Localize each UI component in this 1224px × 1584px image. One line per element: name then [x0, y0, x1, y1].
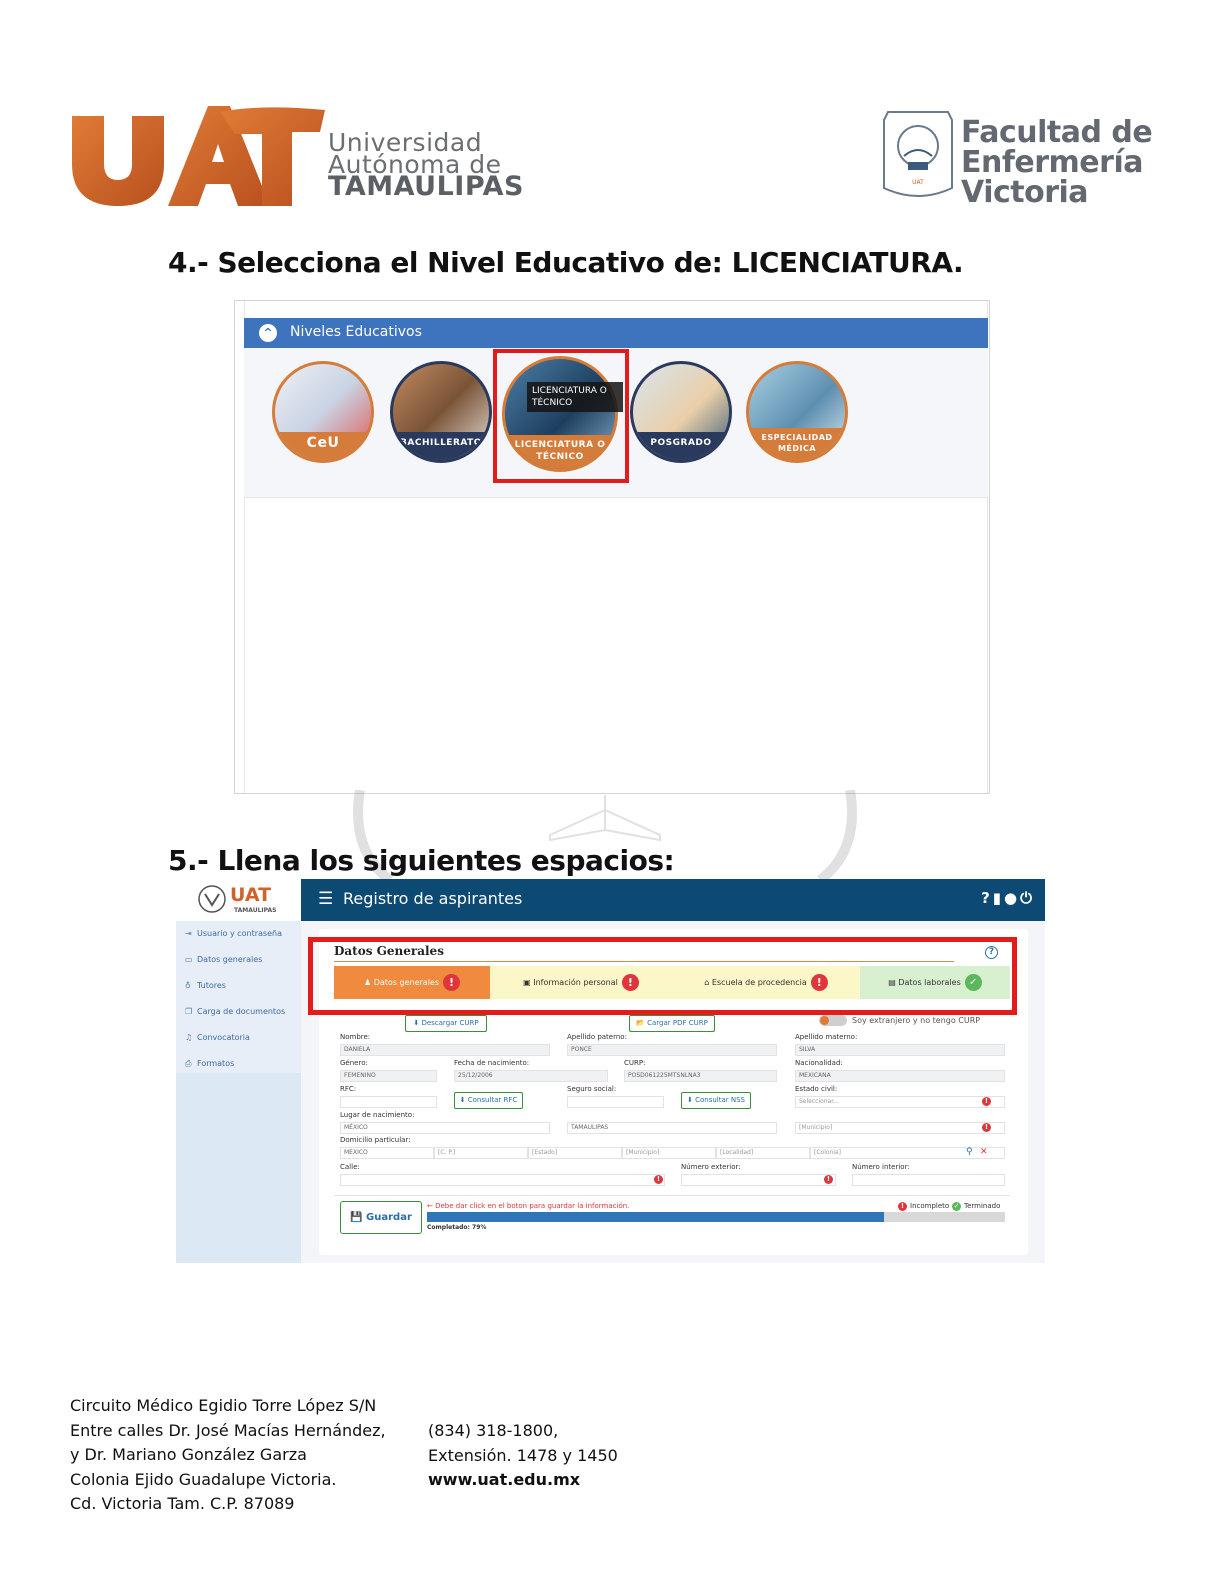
faculty-wordmark: [961, 115, 1153, 210]
warning-icon: !: [622, 974, 639, 991]
apellido-paterno-field[interactable]: PONCE: [567, 1044, 777, 1056]
tab-escuela-procedencia[interactable]: ⌂ Escuela de procedencia !: [672, 966, 860, 999]
download-curp-button[interactable]: ⬇ Descargar CURP: [405, 1015, 487, 1032]
warning-icon: !: [811, 974, 828, 991]
calle-label: Calle:: [340, 1163, 360, 1171]
tab-datos-laborales[interactable]: ▤ Datos laborales ✓: [860, 966, 1010, 999]
sidebar-item-usuario[interactable]: ⇥ Usuario y contraseña: [185, 929, 282, 938]
sidebar-item-convocatoria[interactable]: ♫ Convocatoria: [185, 1033, 250, 1042]
rfc-field[interactable]: [340, 1096, 437, 1108]
incomplete-icon: !: [898, 1202, 907, 1211]
consultar-nss-button[interactable]: ⬇ Consultar NSS: [681, 1092, 751, 1109]
lugar-estado-select[interactable]: TAMAULIPAS: [567, 1122, 777, 1134]
user-icon[interactable]: ●: [1004, 889, 1021, 907]
curp-field[interactable]: POSD061225MTSNLNA3: [624, 1070, 777, 1082]
dom-municipio-field[interactable]: [Municipio]: [622, 1147, 716, 1159]
estado-civil-label: Estado civil:: [795, 1085, 838, 1093]
legend-incomplete: Incompleto: [910, 1202, 950, 1210]
app-seal-icon: [196, 883, 228, 915]
estado-civil-select[interactable]: Seleccionar...: [795, 1096, 1005, 1108]
warning-icon: !: [654, 1175, 663, 1184]
faculty-seal-icon: [878, 104, 958, 204]
nivel-posgrado-label: POSGRADO: [633, 432, 729, 460]
sidebar-item-carga[interactable]: ❐ Carga de documentos: [185, 1007, 286, 1016]
lugar-pais-select[interactable]: MÉXICO: [340, 1122, 550, 1134]
numero-exterior-label: Número exterior:: [681, 1163, 741, 1171]
numero-exterior-field[interactable]: [681, 1174, 836, 1186]
warning-icon: !: [443, 974, 460, 991]
download-icon: ⬇: [687, 1096, 696, 1104]
app-logo-text: UAT: [230, 884, 272, 906]
address-line-2: Entre calles Dr. José Macías Hernández,: [70, 1420, 386, 1440]
nombre-label: Nombre:: [340, 1033, 371, 1041]
sidebar-item-datos[interactable]: ▭ Datos generales: [185, 955, 263, 964]
niveles-header[interactable]: [244, 318, 988, 348]
app-topbar: [301, 879, 1045, 921]
app-title: Registro de aspirantes: [343, 889, 523, 908]
done-icon: ✓: [953, 1202, 960, 1210]
section-title: Datos Generales: [334, 944, 444, 958]
nacionalidad-field[interactable]: MEXICANA: [795, 1070, 1005, 1082]
apellido-materno-field[interactable]: SILVA: [795, 1044, 1005, 1056]
uat-line-2: Autónoma de: [328, 150, 502, 179]
nombre-field[interactable]: DANIELA: [340, 1044, 550, 1056]
apellido-materno-label: Apellido materno:: [795, 1033, 858, 1041]
progress-fill: [427, 1212, 884, 1222]
app-sidebar: [176, 921, 301, 1263]
download-icon: ⬇: [459, 1096, 468, 1104]
sidebar-item-formatos[interactable]: ⎙ Formatos: [185, 1059, 235, 1068]
address-line-4: Colonia Ejido Guadalupe Victoria.: [70, 1469, 337, 1489]
fecha-field[interactable]: 25/12/2006: [454, 1070, 608, 1082]
nivel-posgrado[interactable]: [630, 361, 732, 463]
nivel-bachillerato[interactable]: [390, 361, 492, 463]
nacionalidad-label: Nacionalidad:: [795, 1059, 843, 1067]
help-icon[interactable]: ?: [981, 889, 993, 907]
uat-mark-logo: [70, 102, 325, 208]
nivel-licenciatura-label: LICENCIATURA O TÉCNICO: [505, 435, 615, 469]
seguro-social-field[interactable]: [567, 1096, 664, 1108]
nivel-tooltip: LICENCIATURA O TÉCNICO: [527, 382, 623, 412]
niveles-screenshot: [234, 300, 990, 794]
folder-icon: ▭: [185, 955, 193, 964]
phone: (834) 318-1800,: [428, 1421, 559, 1440]
menu-icon[interactable]: ☰: [318, 889, 334, 909]
numero-interior-label: Número interior:: [852, 1163, 910, 1171]
nivel-especialidad[interactable]: [746, 361, 848, 463]
address-line-3: y Dr. Mariano González Garza: [70, 1445, 307, 1464]
dom-localidad-field[interactable]: [Localidad]: [716, 1147, 810, 1159]
website-link[interactable]: www.uat.edu.mx: [428, 1470, 581, 1489]
faculty-line-2: Enfermería: [961, 145, 1143, 180]
nivel-bachillerato-label: BACHILLERATO: [393, 432, 489, 460]
faculty-logo: [878, 104, 1158, 210]
genero-field[interactable]: FEMENINO: [340, 1070, 437, 1082]
login-icon: ⇥: [185, 929, 192, 938]
step-4-title: 4.- Selecciona el Nivel Educativo de: LICENCIATURA.: [168, 246, 964, 279]
niveles-header-label: Niveles Educativos: [290, 324, 422, 340]
app-logo-sub: TAMAULIPAS: [234, 907, 277, 914]
nivel-ceu[interactable]: [272, 361, 374, 463]
sidebar-highlight: [176, 921, 301, 1073]
calle-field[interactable]: [340, 1174, 665, 1186]
uat-wordmark: [328, 128, 524, 202]
nivel-especialidad-label: ESPECIALIDAD MÉDICA: [749, 428, 845, 460]
dom-pais-field[interactable]: MEXICO: [340, 1147, 434, 1159]
legend-done: Terminado: [964, 1202, 1001, 1210]
step-5-title: 5.- Llena los siguientes espacios:: [168, 844, 675, 877]
progress-label: Completado: 79%: [427, 1224, 487, 1231]
footer-address: [70, 1394, 386, 1517]
documents-icon: ❐: [185, 1007, 193, 1016]
topbar-icons: [981, 889, 1035, 907]
clear-icon[interactable]: ✕: [980, 1147, 988, 1157]
warning-icon: !: [824, 1175, 833, 1184]
extranjero-toggle[interactable]: [819, 1015, 847, 1026]
consultar-rfc-button[interactable]: ⬇ Consultar RFC: [454, 1092, 523, 1109]
floppy-icon: 💾: [350, 1212, 367, 1223]
seguro-social-label: Seguro social:: [567, 1085, 617, 1093]
bell-icon: ♫: [185, 1033, 193, 1042]
warning-icon: !: [982, 1097, 991, 1106]
search-icon[interactable]: ⚲: [966, 1147, 973, 1157]
faculty-line-3: Victoria: [961, 175, 1089, 210]
help-icon[interactable]: ?: [985, 946, 998, 959]
fecha-label: Fecha de nacimiento:: [454, 1059, 530, 1067]
folder-open-icon: 📂: [636, 1019, 648, 1027]
bookmark-icon[interactable]: ▮: [992, 889, 1005, 907]
power-icon[interactable]: ⏻: [1020, 889, 1035, 907]
uat-logo: [70, 102, 540, 212]
domicilio-label: Domicilio particular:: [340, 1136, 411, 1144]
download-icon: ⬇: [413, 1019, 422, 1027]
uat-line-1: Universidad: [328, 128, 483, 157]
tab-datos-generales[interactable]: ♟ Datos generales !: [334, 966, 490, 999]
users-icon: ♁: [185, 981, 191, 990]
address-line-1: Circuito Médico Egidio Torre López S/N: [70, 1396, 377, 1415]
footer-contact: [428, 1419, 618, 1493]
lugar-municipio-select[interactable]: [Municipio]: [795, 1122, 1005, 1134]
home-icon: ⌂: [704, 978, 712, 987]
dom-estado-field[interactable]: [Estado]: [528, 1147, 622, 1159]
dom-colonia-field[interactable]: [Colonia]: [810, 1147, 1005, 1159]
svg-text:UAT: UAT: [912, 179, 924, 186]
toggle-knob: [820, 1016, 829, 1025]
curp-label: CURP:: [624, 1059, 646, 1067]
numero-interior-field[interactable]: [852, 1174, 1005, 1186]
check-icon: ✓: [965, 974, 982, 991]
save-hint: ← Debe dar click en el boton para guardar la información.: [427, 1202, 630, 1210]
address-line-5: Cd. Victoria Tam. C.P. 87089: [70, 1494, 295, 1513]
genero-label: Género:: [340, 1059, 368, 1067]
uat-line-3: TAMAULIPAS: [328, 171, 524, 202]
extension: Extensión. 1478 y 1450: [428, 1445, 618, 1465]
lugar-nacimiento-label: Lugar de nacimiento:: [340, 1111, 415, 1119]
nivel-ceu-label: CeU: [275, 432, 371, 460]
app-logo: [176, 879, 301, 921]
save-button[interactable]: 💾 Guardar: [340, 1201, 422, 1234]
faculty-line-1: Facultad de: [961, 115, 1153, 150]
chevron-up-icon[interactable]: ^: [259, 324, 277, 342]
printer-icon: ⎙: [185, 1059, 192, 1068]
datos-generales-highlight: [308, 937, 1017, 1015]
warning-icon: !: [982, 1123, 991, 1132]
upload-pdf-curp-button[interactable]: 📂 Cargar PDF CURP: [629, 1015, 715, 1032]
briefcase-icon: ▤: [888, 978, 899, 987]
form-divider: [334, 1195, 1010, 1196]
apellido-paterno-label: Apellido paterno:: [567, 1033, 627, 1041]
toggle-label: Soy extranjero y no tengo CURP: [852, 1016, 981, 1025]
tab-informacion-personal[interactable]: ▣ Información personal !: [490, 966, 672, 999]
id-card-icon: ▣: [523, 978, 534, 987]
dom-cp-field[interactable]: [C. P.]: [434, 1147, 528, 1159]
selected-highlight: [493, 349, 629, 483]
sidebar-item-tutores[interactable]: ♁ Tutores: [185, 981, 226, 990]
rfc-label: RFC:: [340, 1085, 357, 1093]
person-icon: ♟: [363, 978, 374, 987]
